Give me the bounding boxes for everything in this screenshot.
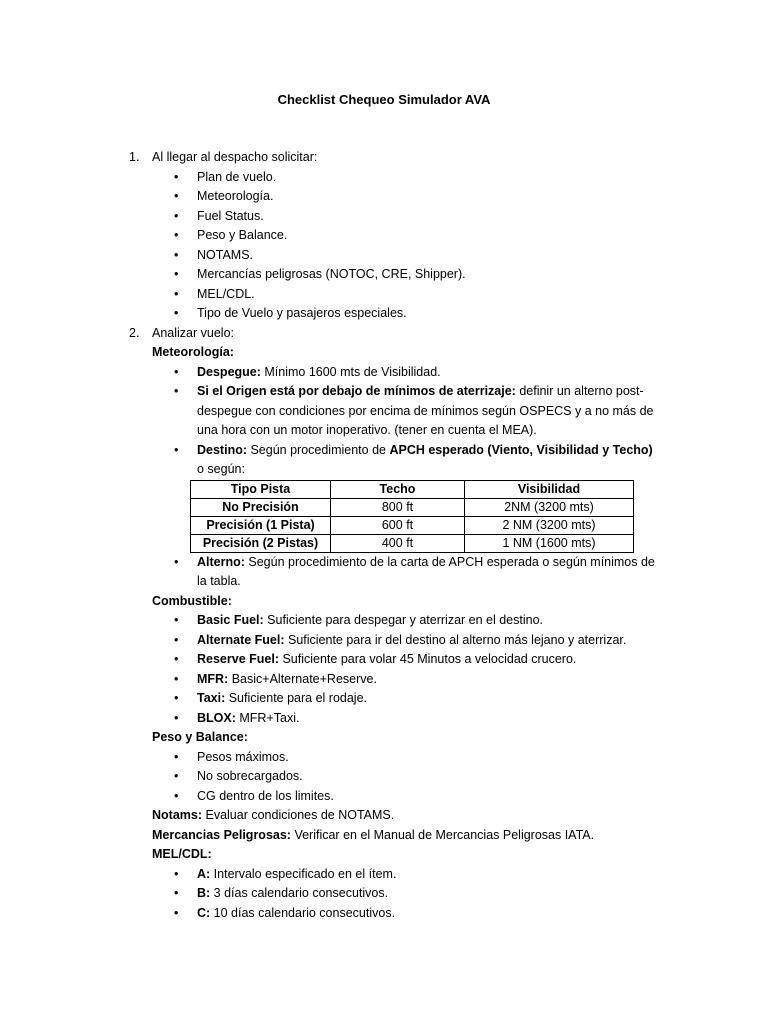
list-item: • MFR: Basic+Alternate+Reserve. <box>0 670 768 690</box>
bullet-icon: • <box>174 208 179 223</box>
table-cell: 600 ft <box>331 516 465 534</box>
list-item: • Meteorología. <box>0 187 768 207</box>
bullet-icon: • <box>174 189 179 203</box>
table-header: Tipo Pista <box>191 480 331 498</box>
table-header-row <box>191 480 634 498</box>
list-item: • Pesos máximos. <box>0 748 768 768</box>
section-2-heading <box>0 324 768 344</box>
bullet-icon: • <box>174 228 179 242</box>
peso-heading: Peso y Balance: <box>152 730 248 744</box>
table-cell: 800 ft <box>331 498 465 516</box>
table-row <box>191 498 634 516</box>
bullet-icon: • <box>174 169 179 184</box>
list-item: • Destino: Según procedimiento de APCH esperado (Viento, Visibilidad y Techo) o según: <box>174 442 653 476</box>
list-item: • C: 10 días calendario consecutivos. <box>0 904 768 924</box>
bullet-icon: • <box>174 905 179 920</box>
bullet-icon: • <box>174 613 179 627</box>
list-item: • Mercancías peligrosas (NOTOC, CRE, Shipper). <box>0 265 768 285</box>
list-item: • Si el Origen está por debajo de mínimos de aterrizaje: definir un alterno post-despegue con condiciones por encima de mínimos según OSPECS y a no más de una hora con un motor inoperativo. (tener en cuenta el MEA). <box>174 384 654 437</box>
section-number: 1. <box>129 150 140 164</box>
list-item: • Reserve Fuel: Suficiente para volar 45 Minutos a velocidad crucero. <box>0 650 768 670</box>
bullet-icon: • <box>174 632 179 647</box>
table-cell: No Precisión <box>191 498 331 516</box>
minimums-table <box>190 480 634 553</box>
mel-heading: MEL/CDL: <box>152 847 212 861</box>
bullet-icon: • <box>174 267 179 281</box>
bullet-icon: • <box>174 286 179 301</box>
list-item: • Taxi: Suficiente para el rodaje. <box>0 689 768 709</box>
bullet-icon: • <box>174 710 179 725</box>
list-item: • Alternate Fuel: Suficiente para ir del destino al alterno más lejano y aterrizar. <box>0 631 768 651</box>
bullet-icon: • <box>174 247 179 262</box>
list-item: • Basic Fuel: Suficiente para despegar y aterrizar en el destino. <box>0 611 768 631</box>
list-item: • BLOX: MFR+Taxi. <box>0 709 768 729</box>
bullet-icon: • <box>174 306 179 320</box>
section-number: 2. <box>129 325 140 340</box>
mercancias-line: Mercancias Peligrosas: Verificar en el Manual de Mercancias Peligrosas IATA. <box>152 827 595 842</box>
list-item: • Fuel Status. <box>0 207 768 227</box>
list-item: • CG dentro de los limites. <box>0 787 768 807</box>
list-item: • Despegue: Mínimo 1600 mts de Visibilidad. <box>0 363 768 383</box>
list-item: • Peso y Balance. <box>0 226 768 246</box>
bullet-icon: • <box>174 554 179 569</box>
document-title: Checklist Chequeo Simulador AVA <box>277 92 491 107</box>
bullet-icon: • <box>174 384 179 398</box>
table-header: Visibilidad <box>465 480 634 498</box>
bullet-icon: • <box>174 442 179 457</box>
list-item: • Tipo de Vuelo y pasajeros especiales. <box>0 304 768 324</box>
list-item: • NOTAMS. <box>0 246 768 266</box>
bullet-icon: • <box>174 671 179 686</box>
list-item: • A: Intervalo especificado en el ítem. <box>0 865 768 885</box>
list-item: • MEL/CDL. <box>0 285 768 305</box>
document-body <box>0 148 768 923</box>
list-item: • B: 3 días calendario consecutivos. <box>0 884 768 904</box>
table-cell: 1 NM (1600 mts) <box>465 534 634 552</box>
table-header: Techo <box>331 480 465 498</box>
bullet-icon: • <box>174 364 179 379</box>
table-cell: 2NM (3200 mts) <box>465 498 634 516</box>
section-title: Analizar vuelo: <box>152 325 234 340</box>
table-cell: Precisión (2 Pistas) <box>191 534 331 552</box>
combustible-heading: Combustible: <box>152 593 232 608</box>
bullet-icon: • <box>174 749 179 764</box>
section-title: Al llegar al despacho solicitar: <box>152 150 318 164</box>
bullet-icon: • <box>174 866 179 881</box>
bullet-icon: • <box>174 691 179 705</box>
list-item: • No sobrecargados. <box>0 767 768 787</box>
notams-line: Notams: Evaluar condiciones de NOTAMS. <box>152 808 395 822</box>
section-1-heading <box>0 148 768 168</box>
bullet-icon: • <box>174 769 179 783</box>
bullet-icon: • <box>174 788 179 803</box>
bullet-icon: • <box>174 886 179 900</box>
list-item: • Plan de vuelo. <box>0 168 768 188</box>
table-cell: 400 ft <box>331 534 465 552</box>
bullet-icon: • <box>174 652 179 666</box>
table-cell: 2 NM (3200 mts) <box>465 516 634 534</box>
meteo-heading: Meteorología: <box>152 345 234 359</box>
table-row <box>191 534 634 552</box>
table-row <box>191 516 634 534</box>
list-item: • Alterno: Según procedimiento de la carta de APCH esperada o según mínimos de la tabla. <box>174 554 655 588</box>
table-cell: Precisión (1 Pista) <box>191 516 331 534</box>
